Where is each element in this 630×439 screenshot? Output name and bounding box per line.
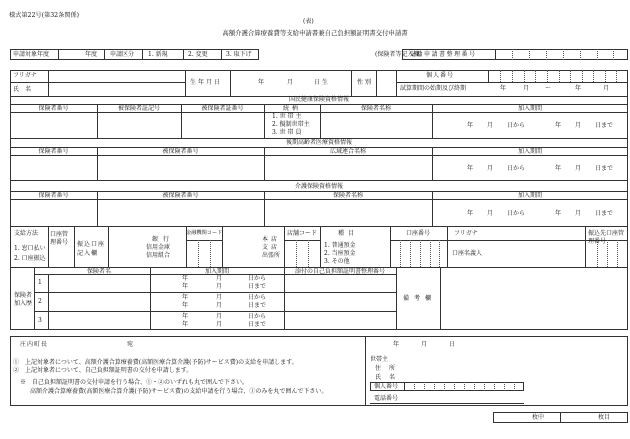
form-number: 様式第22号(第32条関係) (9, 12, 80, 19)
history-row2-to-day: 日まで (248, 302, 267, 309)
care-period-to-year: 年 (555, 210, 562, 217)
bottom-personal-number-label: 個人番号 (374, 383, 399, 390)
option-change[interactable]: 2. 変更 (188, 51, 208, 58)
transfer-entry-label: 振込口座記入欄 (77, 241, 106, 257)
account-holder-label: 口座名義人 (452, 250, 483, 257)
elderly-period-to-day: 日まで (595, 165, 614, 172)
holder-furigana-label: フリガナ (454, 230, 478, 237)
birthdate-year-unit: 年 (258, 79, 265, 86)
history-row2-from-month: 月 (216, 294, 223, 301)
account-number-label: 口座番号 (406, 230, 431, 237)
nhi-section-title: 国民健康保険資格情報 (288, 96, 349, 103)
care-col-insurer-name: 保険者名称 (332, 192, 363, 199)
nhi-col-insured-number: 被保険者証番号 (201, 105, 244, 112)
phone-field[interactable] (410, 393, 524, 402)
bank-type-bank[interactable]: 銀行 (152, 236, 175, 243)
nhi-period-to-month: 月 (575, 122, 582, 129)
nhi-period-from-year: 年 (467, 122, 474, 129)
applicant-head-label: 世帯主 (370, 356, 389, 363)
account-type-label: 種目 (338, 230, 359, 237)
birthdate-label: 生年月日 (190, 79, 223, 86)
phone-label: 電話番号 (374, 395, 399, 402)
date-year-unit: 年 (393, 341, 400, 348)
care-period-from-day: 日から (507, 210, 526, 217)
side-label: (表) (303, 18, 314, 25)
trial-tilde: ～ (545, 85, 552, 92)
receipt-number-label: 支給申請書整理番号 (409, 51, 477, 58)
payment-option-transfer[interactable]: 2. 口座振込 (14, 255, 46, 262)
care-col-enrollment: 加入期間 (517, 192, 542, 199)
mayor-suffix: 宛 (127, 341, 134, 348)
elderly-col-insurer-number: 保険者番号 (38, 148, 69, 155)
option-new[interactable]: 1. 新規 (148, 51, 168, 58)
sheet-middle-label: 枚中 (532, 414, 545, 421)
elderly-col-enrollment: 加入期間 (517, 148, 542, 155)
trial-start-year-unit: 年 (500, 85, 507, 92)
elderly-section-title: 後期高齢者医療資格情報 (285, 139, 352, 146)
option-withdraw[interactable]: 3. 取下げ (226, 51, 252, 58)
history-row1-from-year: 年 (182, 275, 189, 282)
history-row1-to-day: 日まで (248, 283, 267, 290)
elderly-period-from-month: 月 (487, 165, 494, 172)
insurer-note: (保険者等記入欄) (375, 51, 422, 58)
elderly-col-insured-number: 被保険者番号 (162, 148, 199, 155)
date-day-unit: 日 (449, 341, 456, 348)
care-period-to-month: 月 (575, 210, 582, 217)
nhi-col-insurer-name: 保険者名称 (360, 105, 391, 112)
history-row2-from-year: 年 (182, 294, 189, 301)
history-col-enrollment: 加入期間 (204, 268, 229, 275)
history-row2-to-month: 月 (216, 302, 223, 309)
history-row1-to-month: 月 (216, 283, 223, 290)
care-period-to-day: 日まで (595, 210, 614, 217)
dest-mgmt-label: 振込先口座管理番号 (588, 230, 625, 245)
nhi-col-insurer-number: 保険者番号 (38, 105, 69, 112)
applicant-name-label: 氏名 (375, 374, 404, 381)
history-row1-from-day: 日から (248, 275, 267, 282)
statement-2[interactable]: ② 上記対象者について、自己負担額証明書の交付を申請します。 (13, 367, 193, 374)
trial-end-month-unit: 月 (603, 85, 610, 92)
nhi-col-enrollment: 加入期間 (517, 105, 542, 112)
year-unit: 年度 (85, 51, 98, 58)
relation-option-deemed-head[interactable]: 2. 擬制世帯主 (272, 121, 310, 128)
furigana-label: フリガナ (13, 72, 37, 79)
account-type-current[interactable]: 2. 当座預金 (324, 250, 356, 257)
trial-end-year-unit: 年 (575, 85, 582, 92)
account-holder-field[interactable] (490, 242, 584, 266)
insurer-history-label: 保険者加入歴 (14, 292, 33, 307)
remarks-label: 備考欄 (403, 295, 437, 302)
history-row1-from-month: 月 (216, 275, 223, 282)
elderly-period-to-year: 年 (555, 165, 562, 172)
trial-period-label: 試算期間の始期及び終期 (400, 85, 467, 92)
history-row3-to-day: 日まで (248, 321, 267, 328)
category-label: 申請区分 (110, 51, 135, 58)
statement-1[interactable]: ① 上記対象者について、高額介護合算療養費(高額医療合算介護(予防)サービス費)の支給を申請します。 (13, 359, 298, 366)
history-row1-to-year: 年 (182, 283, 189, 290)
history-row3-from-day: 日から (248, 313, 267, 320)
account-type-other[interactable]: 3. その他 (324, 258, 350, 265)
birthdate-day-unit: 日生 (314, 79, 331, 86)
account-type-ordinary[interactable]: 1. 普通預金 (324, 242, 356, 249)
history-col-cert-number: 添付の自己負担額証明書整理番号 (294, 268, 385, 275)
elderly-col-union-name: 広域連合名称 (329, 148, 366, 155)
sheet-end-label: 枚目 (598, 414, 611, 421)
note-1: ※ 自己負担額証明書の交付申請を行う場合、①・②のいずれも丸で囲んで下さい。 (20, 379, 249, 386)
elderly-period-from-day: 日から (507, 165, 526, 172)
form-title: 高額介護合算療養費等支給申請書兼自己負担額証明書交付申請書 (222, 29, 408, 37)
nhi-period-to-day: 日まで (595, 122, 614, 129)
furigana-field[interactable] (49, 71, 184, 81)
history-row-number: 1 (38, 279, 42, 286)
care-period-from-year: 年 (467, 210, 474, 217)
history-row-number: 2 (38, 298, 42, 305)
personal-number-label: 個人番号 (426, 72, 455, 79)
history-row3-from-year: 年 (182, 313, 189, 320)
note-2: 高額介護合算療養費(高額医療合算介護(予防)サービス費)の支給申請を行う場合、①のみを丸で囲んで下さい。 (30, 388, 328, 395)
birthdate-month-unit: 月 (287, 79, 294, 86)
address-label: 住所 (375, 365, 404, 372)
bank-code-label: 金融機関コード (186, 230, 223, 236)
history-row2-to-year: 年 (182, 302, 189, 309)
nhi-col-insured-symbol: 被保険者証記号 (117, 105, 160, 112)
care-col-insured-number: 被保険者番号 (162, 192, 199, 199)
branch-code-label: 店舗コード (287, 230, 318, 237)
payment-method-label: 支給方法 (14, 230, 39, 237)
branch-type-main[interactable]: 本店 (262, 236, 281, 243)
branch-type-office[interactable]: 出張所 (262, 252, 281, 259)
relation-option-head[interactable]: 1. 世 帯 主 (272, 113, 302, 120)
trial-start-month-unit: 月 (523, 85, 530, 92)
history-row3-from-month: 月 (216, 313, 223, 320)
nhi-period-to-year: 年 (555, 122, 562, 129)
name-label: 氏名 (13, 86, 38, 93)
history-row2-from-day: 日から (248, 294, 267, 301)
relation-option-member[interactable]: 3. 世 帯 員 (272, 129, 302, 136)
elderly-period-to-month: 月 (575, 165, 582, 172)
care-col-insurer-number: 保険者番号 (38, 192, 69, 199)
nhi-col-relation: 続柄 (282, 105, 301, 112)
history-row3-to-month: 月 (216, 321, 223, 328)
nhi-period-from-day: 日から (507, 122, 526, 129)
branch-type-branch[interactable]: 支店 (262, 244, 281, 251)
payment-option-window[interactable]: 1. 窓口払い (14, 245, 46, 252)
window-mgmt-label: 口座管理番号 (50, 231, 69, 246)
care-period-from-month: 月 (487, 210, 494, 217)
elderly-period-from-year: 年 (467, 165, 474, 172)
history-col-insurer-name: 保険者名 (86, 268, 111, 275)
bank-type-shinkin[interactable]: 信用金庫 (146, 244, 171, 251)
mayor-label: 庄内町長 (20, 341, 49, 348)
nhi-period-from-month: 月 (487, 122, 494, 129)
care-section-title: 介護保険資格情報 (294, 183, 343, 190)
history-row-number: 3 (38, 317, 42, 324)
address-field[interactable] (410, 364, 620, 372)
history-row3-to-year: 年 (182, 321, 189, 328)
sex-label: 性別 (357, 79, 374, 86)
name-field[interactable] (49, 83, 184, 95)
target-year-label: 申請対象年度 (13, 51, 50, 58)
date-month-unit: 月 (421, 341, 428, 348)
bank-type-union[interactable]: 信用組合 (146, 252, 171, 259)
applicant-name-field[interactable] (410, 373, 620, 381)
